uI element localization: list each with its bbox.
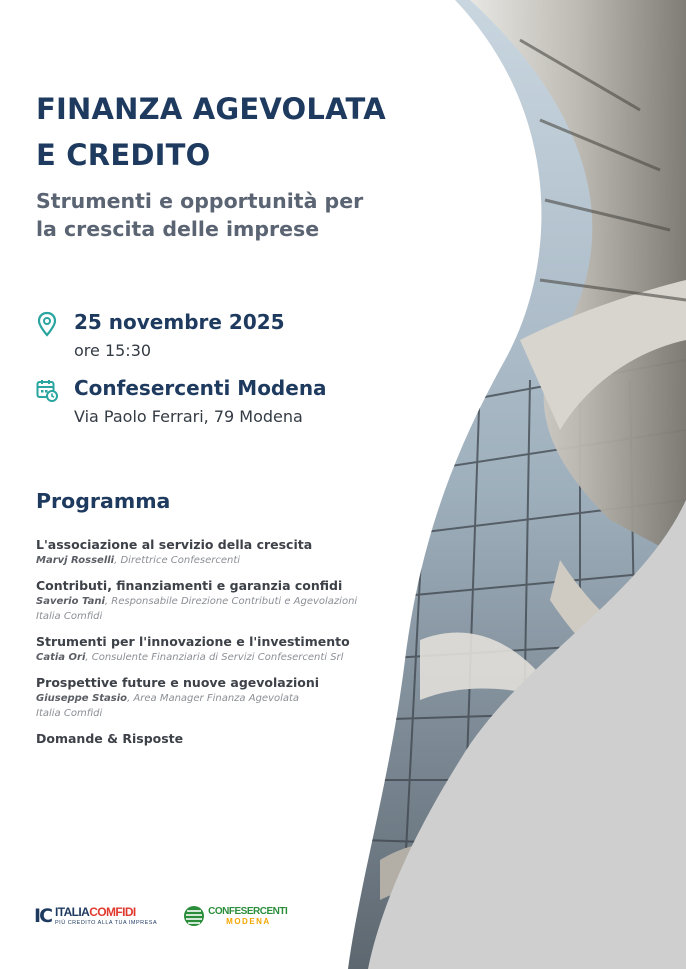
subtitle-line-1: Strumenti e opportunità per: [36, 189, 364, 213]
event-subtitle: [36, 187, 363, 243]
subtitle-line-2: la crescita delle imprese: [36, 217, 320, 241]
title-line-1: FINANZA AGEVOLATA: [36, 92, 386, 126]
program-item-speaker: [36, 594, 416, 609]
speaker-role-line-2: Italia Comfidi: [36, 708, 103, 719]
sponsor-logos: [34, 902, 287, 930]
speaker-name: Catia Ori: [36, 652, 86, 663]
calendar-clock-icon: [36, 377, 58, 403]
program-title: Programma: [36, 489, 171, 513]
speaker-role: , Consulente Finanziaria di Servizi Confesercenti Srl: [85, 652, 344, 663]
confesercenti-name: CONFESERCENTI: [208, 905, 288, 917]
program-item-title: Domande & Risposte: [36, 731, 184, 746]
italia-comfidi-tagline: PIÙ CREDITO ALLA TUA IMPRESA: [55, 919, 158, 926]
program-item-title: Prospettive future e nuove agevolazioni: [36, 675, 320, 690]
speaker-role-line-2: Italia Comfidi: [36, 611, 103, 622]
italia-comfidi-mark: IC: [34, 905, 52, 927]
program-item-title: Contributi, finanziamenti e garanzia confidi: [36, 578, 343, 593]
speaker-role: , Area Manager Finanza Agevolata: [127, 693, 300, 704]
speaker-name: Giuseppe Stasio: [36, 693, 128, 704]
confesercenti-mark-icon: [183, 902, 205, 930]
speaker-role: , Direttrice Confesercenti: [114, 555, 241, 566]
speaker-name: Marvj Rosselli: [36, 555, 115, 566]
italia-comfidi-logo: [34, 906, 157, 927]
program-item: [36, 537, 416, 568]
program-item-speaker: [36, 553, 416, 568]
program-item-title: Strumenti per l'innovazione e l'investimento: [36, 634, 350, 649]
venue-name: Confesercenti Modena: [74, 376, 327, 400]
speaker-name: Saverio Tani: [36, 596, 105, 607]
event-date: 25 novembre 2025: [74, 310, 285, 334]
italia-comfidi-name-b: COMFIDI: [89, 904, 136, 919]
event-title: [36, 86, 386, 178]
italia-comfidi-name-a: ITALIA: [55, 904, 90, 919]
event-venue-block: [36, 376, 327, 428]
program-item: [36, 731, 416, 747]
program-item-title: L'associazione al servizio della crescita: [36, 537, 313, 552]
program-item-speaker: [36, 691, 416, 706]
program-item-speaker: [36, 650, 416, 665]
confesercenti-logo: [183, 902, 287, 930]
speaker-role: , Responsabile Direzione Contributi e Agevolazioni: [104, 596, 358, 607]
location-pin-icon: [36, 311, 58, 337]
title-line-2: E CREDITO: [36, 138, 211, 172]
event-time: ore 15:30: [74, 341, 152, 360]
confesercenti-city: MODENA: [226, 916, 271, 926]
program-item: [36, 634, 416, 665]
event-date-block: [36, 310, 285, 362]
program-item: [36, 675, 416, 721]
program-list: [36, 537, 416, 757]
venue-address: Via Paolo Ferrari, 79 Modena: [74, 407, 303, 426]
program-item: [36, 578, 416, 624]
